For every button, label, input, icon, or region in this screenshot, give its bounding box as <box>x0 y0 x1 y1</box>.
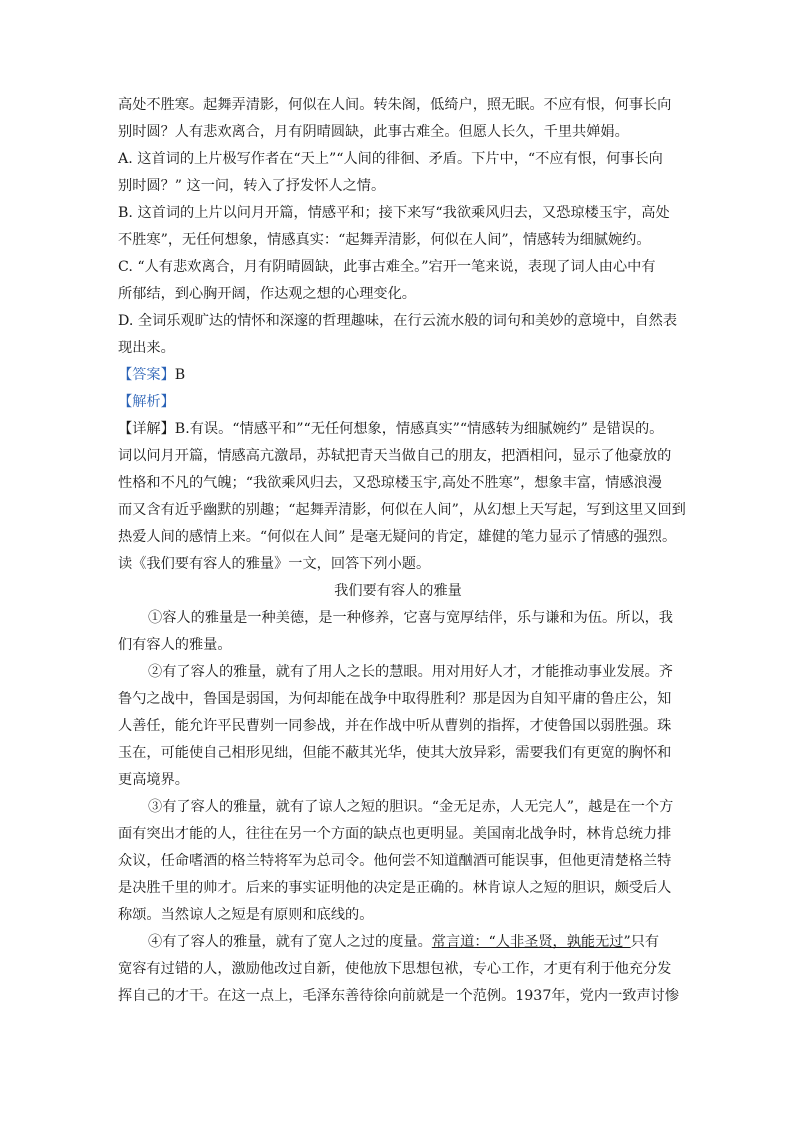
paragraph-line: ③有了容人的雅量，就有了谅人之短的胆识。“金无足赤，人无完人”，越是在一个方 <box>148 799 674 815</box>
answer-value: B <box>174 367 186 383</box>
reading-intro: 读《我们要有容人的雅量》一文，回答下列小题。 <box>118 556 431 572</box>
option-b-line: B. 这首词的上片以问月开篇，情感平和；接下来写“我欲乘风归去，又恐琼楼玉宇，高处 <box>118 205 670 221</box>
option-d-line: D. 全词乐观旷达的情怀和深邃的哲理趣味，在行云流水般的词句和美妙的意境中，自然表 <box>118 313 678 329</box>
detail-line: 性格和不凡的气魄；“我欲乘风归去，又恐琼楼玉宇,高处不胜寒”，想象丰富，情感浪漫 <box>118 475 662 491</box>
option-c-line: C. “人有悲欢离合，月有阴晴圆缺，此事古难全。”宕开一笔来说，表现了词人由心中有 <box>118 259 656 275</box>
option-a-line: A. 这首词的上片极写作者在“天上”“人间的徘徊、矛盾。下片中，“不应有恨，何事长向 <box>118 151 663 167</box>
paragraph-line: 宽容有过错的人，激励他改过自新，使他放下思想包袱，专心工作，才更有利于他充分发 <box>118 961 672 977</box>
detail-line <box>118 416 678 443</box>
paragraph-line: 众议，任命嗜酒的格兰特将军为总司令。他何尝不知道酗酒可能误事，但他更清楚格兰特 <box>118 853 672 869</box>
paragraph-line: 称颂。当然谅人之短是有原则和底线的。 <box>118 907 374 923</box>
document-page <box>118 92 686 1010</box>
option-a-line: 别时圆？” 这一问，转入了抒发怀人之情。 <box>118 178 386 194</box>
paragraph-line: 人善任，能允许平民曹刿一同参战，并在作战中听从曹刿的指挥，才使鲁国以弱胜强。珠 <box>118 718 672 734</box>
detail-tag: 【详解】 <box>118 421 175 437</box>
paragraph-line: ②有了容人的雅量，就有了用人之长的慧眼。用对用好人才，才能推动事业发展。齐 <box>148 664 673 680</box>
paragraph-line: 更高境界。 <box>118 772 189 788</box>
p4-tail: 只有 <box>630 934 660 950</box>
article-title: 我们要有容人的雅量 <box>334 583 462 599</box>
paragraph-line: 鲁勺之战中，鲁国是弱国，为何却能在战争中取得胜利？那是因为自知平庸的鲁庄公，知 <box>118 691 672 707</box>
detail-line: 而又含有近乎幽默的别趣；“起舞弄清影，何似在人间”，从幻想上天写起，写到这里又回到 <box>118 502 686 518</box>
answer-tag: 【答案】 <box>118 367 175 383</box>
paragraph-line: 是决胜千里的帅才。后来的事实证明他的决定是正确的。林肯谅人之短的胆识，颇受后人 <box>118 880 672 896</box>
paragraph-line <box>118 929 678 956</box>
p4-lead: ④有了容人的雅量，就有了宽人之过的度量。 <box>148 934 432 950</box>
paragraph-line: 挥自己的才干。在这一点上，毛泽东善待徐向前就是一个范例。1937年，党内一致声讨惨 <box>118 988 680 1004</box>
analysis-tag: 【解析】 <box>118 394 175 410</box>
poem-line: 高处不胜寒。起舞弄清影，何似在人间。转朱阁，低绮户，照无眠。不应有恨，何事长向 <box>118 97 672 113</box>
paragraph-line: ①容人的雅量是一种美德，是一种修养，它喜与宽厚结伴，乐与谦和为伍。所以，我 <box>148 610 673 626</box>
analysis-line <box>118 389 678 416</box>
poem-line: 别时圆？人有悲欢离合，月有阴晴圆缺，此事古难全。但愿人长久，千里共婵娟。 <box>118 124 629 140</box>
detail-line: 热爱人间的感情上来。“何似在人间” 是毫无疑问的肯定，雄健的笔力显示了情感的强烈。 <box>118 529 677 545</box>
answer-line <box>118 362 678 389</box>
option-d-line: 现出来。 <box>118 340 175 356</box>
paragraph-line: 们有容人的雅量。 <box>118 637 232 653</box>
detail-text: B.有误。“情感平和”“无任何想象，情感真实”“情感转为细腻婉约” 是错误的。 <box>174 421 664 437</box>
underlined-quote: 常言道：“人非圣贤，孰能无过” <box>431 934 631 950</box>
option-b-line: 不胜寒”，无任何想象，情感真实：“起舞弄清影，何似在人间”，情感转为细腻婉约。 <box>118 232 651 248</box>
paragraph-line: 玉在，可能使自己相形见绌，但能不蔽其光华，使其大放异彩，需要我们有更宽的胸怀和 <box>118 745 672 761</box>
option-c-line: 所郁结，到心胸开阔，作达观之想的心理变化。 <box>118 286 416 302</box>
paragraph-line: 面有突出才能的人，往往在另一个方面的缺点也更明显。美国南北战争时，林肯总统力排 <box>118 826 672 842</box>
detail-line: 词以问月开篇，情感高亢激昂，苏轼把青天当做自己的朋友，把酒相问，显示了他豪放的 <box>118 448 672 464</box>
